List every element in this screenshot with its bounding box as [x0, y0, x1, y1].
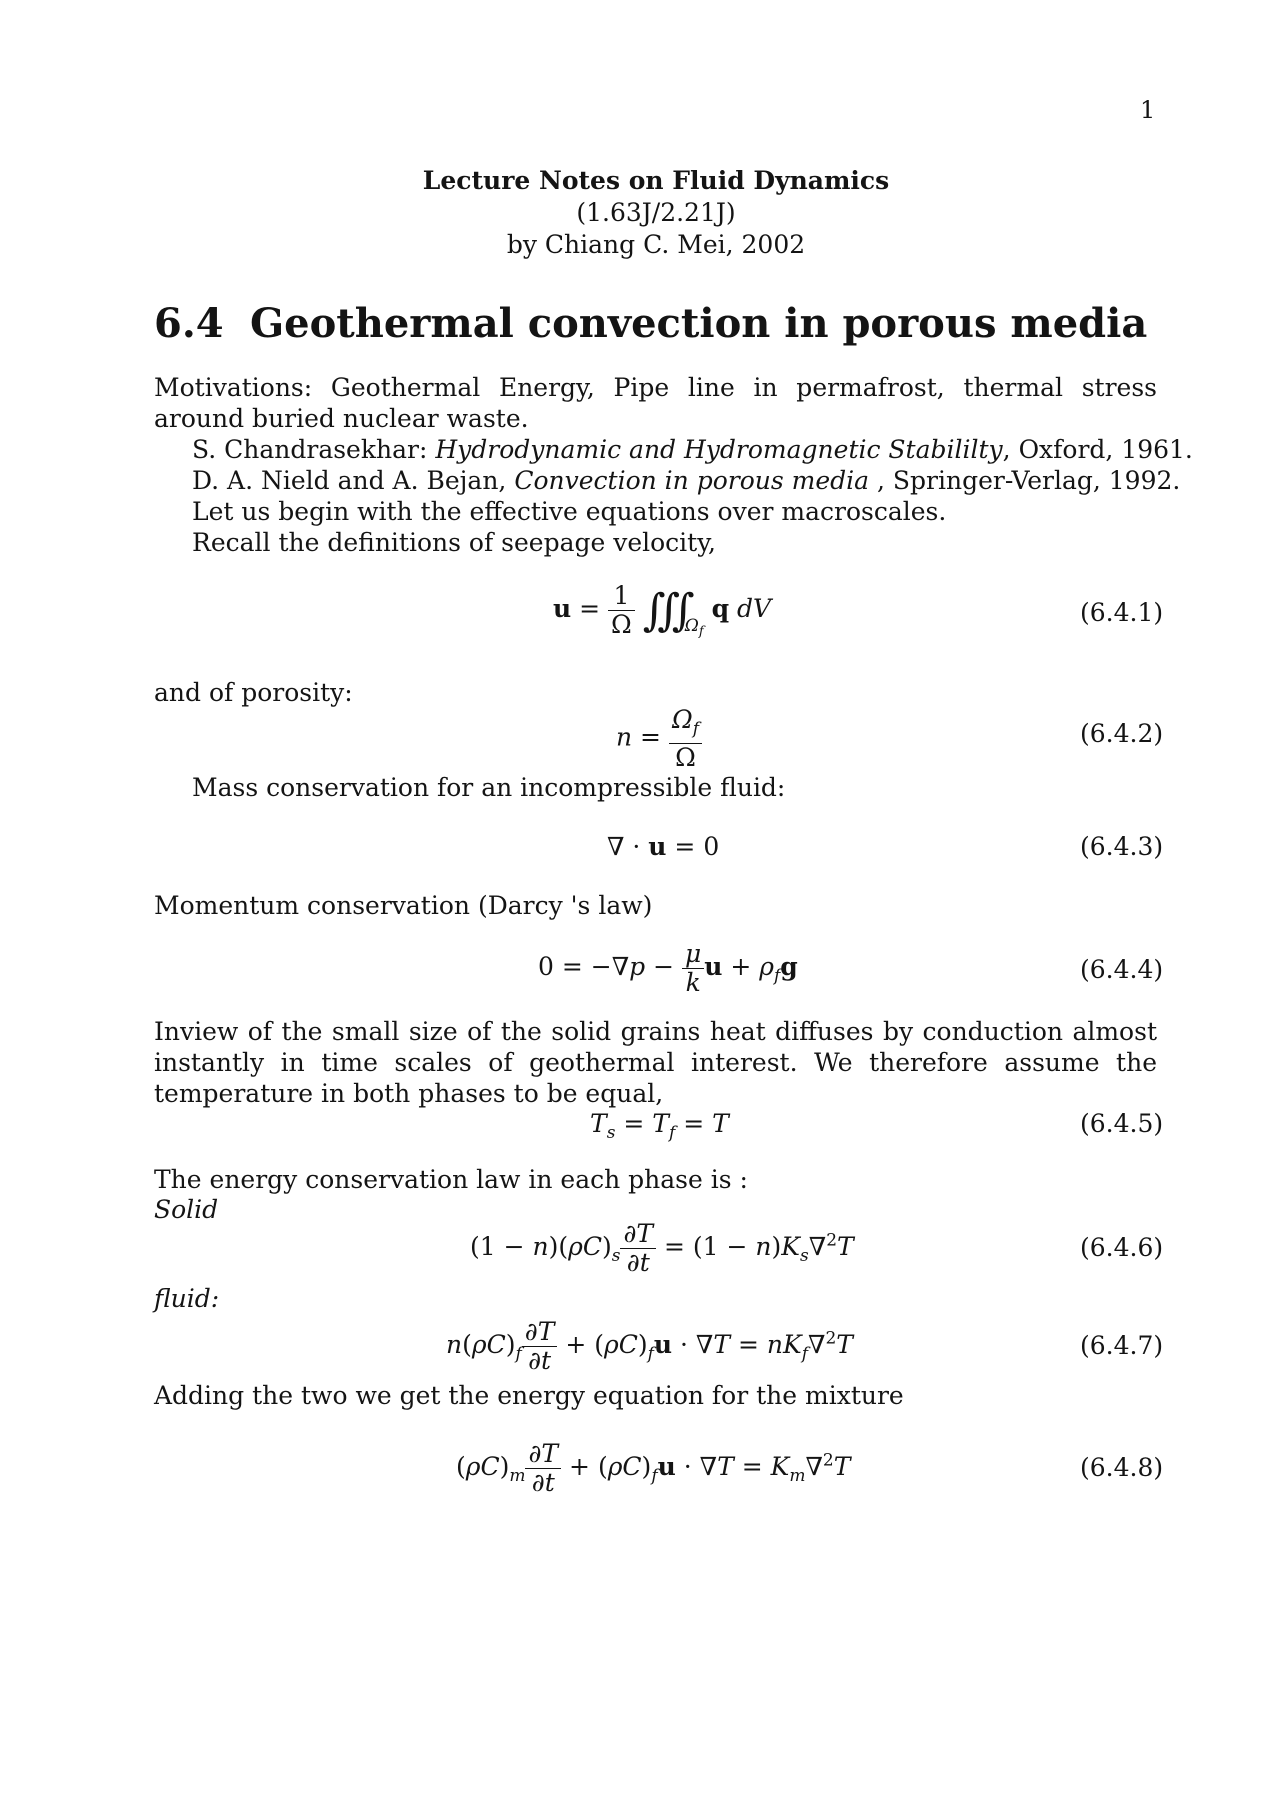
equation-number-6-4-1: (6.4.1) — [1080, 598, 1164, 627]
equation-solid-energy: $(1 - n)(\rho C)_s$ $\frac{\partial T}{\partial t}$ = $(1 - n)K_s\nabla^2T$ — [470, 1219, 854, 1277]
recall-sentence: Recall the definitions of seepage velocity, — [192, 528, 716, 557]
equation-seepage-velocity: u = $\frac{1}{\Omega}$ $∭_{\Omega_f}$ q dV — [553, 581, 772, 640]
reference-nield-bejan — [192, 465, 1180, 497]
equation-number-6-4-4: (6.4.4) — [1080, 955, 1164, 984]
ref1-rest: , Oxford, 1961. — [1002, 435, 1193, 464]
porosity-sentence: and of porosity: — [154, 678, 353, 707]
ref1-author: S. Chandrasekhar: — [192, 435, 436, 464]
energy-sentence: The energy conservation law in each phase is : — [154, 1165, 748, 1194]
inview-paragraph: Inview of the small size of the solid grains heat diffuses by conduction almost instantly in time scales of geothermal interest. We therefore assume the temperature in both phases to be equal, — [154, 1017, 1157, 1108]
ref2-author: D. A. Nield and A. Bejan, — [192, 466, 515, 495]
ref2-title: Convection in porous media — [514, 466, 870, 495]
ref1-title: Hydrodynamic and Hydromagnetic Stabililty — [435, 435, 1003, 464]
equation-number-6-4-3: (6.4.3) — [1080, 832, 1164, 861]
momentum-sentence: Momentum conservation (Darcy 's law) — [154, 891, 653, 920]
equation-number-6-4-2: (6.4.2) — [1080, 719, 1164, 748]
ref2-rest: , Springer-Verlag, 1992. — [869, 466, 1181, 495]
equation-number-6-4-8: (6.4.8) — [1080, 1453, 1164, 1482]
equation-number-6-4-6: (6.4.6) — [1080, 1233, 1164, 1262]
equation-fluid-energy: $n(\rho C)_f$ $\frac{\partial T}{\partial t}$ + $(\rho C)_fu \cdot \nabla T = nK_f\nabla^2T$ — [446, 1317, 853, 1375]
begin-sentence: Let us begin with the effective equations over macroscales. — [192, 497, 947, 526]
course-code: (1.63J/2.21J) — [576, 198, 736, 227]
section-title: Geothermal convection in porous media — [250, 300, 1148, 347]
mass-conservation-sentence: Mass conservation for an incompressible fluid: — [192, 773, 786, 802]
equation-temperature-equal: $T_s = T_f = T$ — [590, 1109, 729, 1143]
equation-number-6-4-5: (6.4.5) — [1080, 1109, 1164, 1138]
lecture-title: Lecture Notes on Fluid Dynamics — [422, 166, 890, 195]
page-number: 1 — [1140, 96, 1156, 124]
author-line: by Chiang C. Mei, 2002 — [506, 230, 806, 259]
equation-continuity: ∇ · u = 0 — [607, 832, 720, 861]
section-number: 6.4 — [154, 300, 224, 347]
solid-label: Solid — [154, 1195, 219, 1224]
equation-number-6-4-7: (6.4.7) — [1080, 1331, 1164, 1360]
motivation-paragraph: Motivations: Geothermal Energy, Pipe line in permafrost, thermal stress around buried nuclear waste. — [154, 373, 1157, 433]
section-heading — [154, 300, 1147, 347]
fluid-label: fluid: — [154, 1284, 220, 1313]
equation-darcy-law: 0 = −∇p − $\frac{\mu}{k}$ $u + \rho_fg$ — [538, 939, 798, 997]
equation-mixture-energy: $(\rho C)_m$ $\frac{\partial T}{\partial t}$ + $(\rho C)_fu \cdot \nabla T = K_m\nabla^2T$ — [456, 1439, 851, 1497]
reference-chandrasekhar — [192, 434, 1193, 466]
adding-sentence: Adding the two we get the energy equation for the mixture — [154, 1381, 904, 1410]
equation-porosity: n = $\frac{\Omega_f}{\Omega}$ — [616, 706, 702, 772]
